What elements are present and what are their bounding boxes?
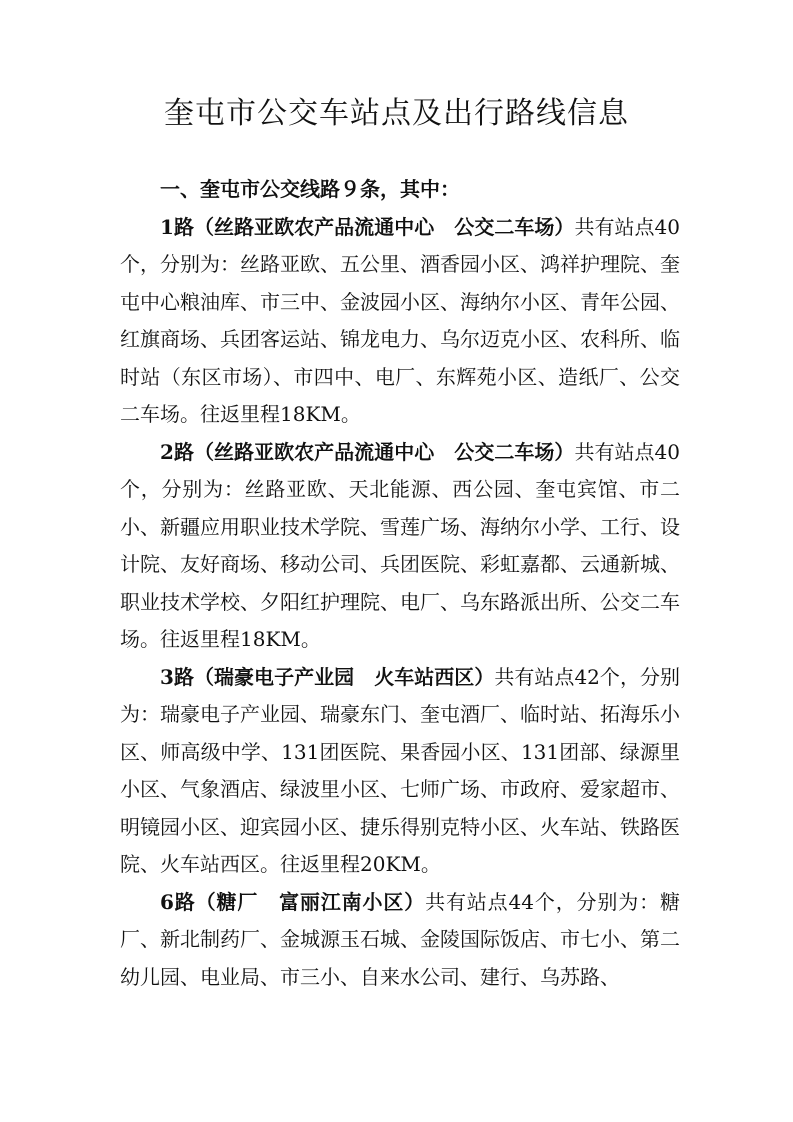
route-paragraph-6 [120, 884, 680, 997]
route-paragraph-3 [120, 659, 680, 884]
route-paragraph-2 [120, 434, 680, 659]
section-heading: 一、奎屯市公交线路９条，其中： [160, 177, 460, 201]
route-paragraph-1 [120, 209, 680, 434]
page-title: 奎屯市公交车站点及出行路线信息 [164, 96, 629, 131]
route-description: 共有站点40个，分别为：丝路亚欧、五公里、酒香园小区、鸿祥护理院、奎屯中心粮油库、市三中、金波园小区、海纳尔小区、青年公园、红旗商场、兵团客运站、锦龙电力、乌尔迈克小区、农科所、临时站（东区市场）、市四中、电厂、东辉苑小区、造纸厂、公交二车场。往返里程18KM。 [120, 214, 681, 426]
route-heading: 1路（丝路亚欧农产品流通中心 公交二车场） [160, 214, 575, 239]
document-body [120, 171, 680, 996]
route-heading: 6路（糖厂 富丽江南小区） [160, 889, 426, 914]
route-description: 共有站点40个，分别为：丝路亚欧、天北能源、西公园、奎屯宾馆、市二小、新疆应用职业技术学院、雪莲广场、海纳尔小学、工行、设计院、友好商场、移动公司、兵团医院、彩虹嘉都、云通新城、职业技术学校、夕阳红护理院、电厂、乌东路派出所、公交二车场。往返里程18KM。 [120, 439, 681, 651]
route-heading: 3路（瑞豪电子产业园 火车站西区） [160, 664, 495, 689]
route-description: 共有站点42个，分别为：瑞豪电子产业园、瑞豪东门、奎屯酒厂、临时站、拓海乐小区、师高级中学、131团医院、果香园小区、131团部、绿源里小区、气象酒店、绿波里小区、七师广场、市政府、爱家超市、明镜园小区、迎宾园小区、捷乐得别克特小区、火车站、铁路医院、火车站西区。往返里程20KM。 [120, 664, 680, 876]
route-description: 共有站点44个，分别为：糖厂、新北制药厂、金城源玉石城、金陵国际饭店、市七小、第二幼儿园、电业局、市三小、自来水公司、建行、乌苏路、 [120, 889, 680, 989]
route-heading: 2路（丝路亚欧农产品流通中心 公交二车场） [160, 439, 575, 464]
